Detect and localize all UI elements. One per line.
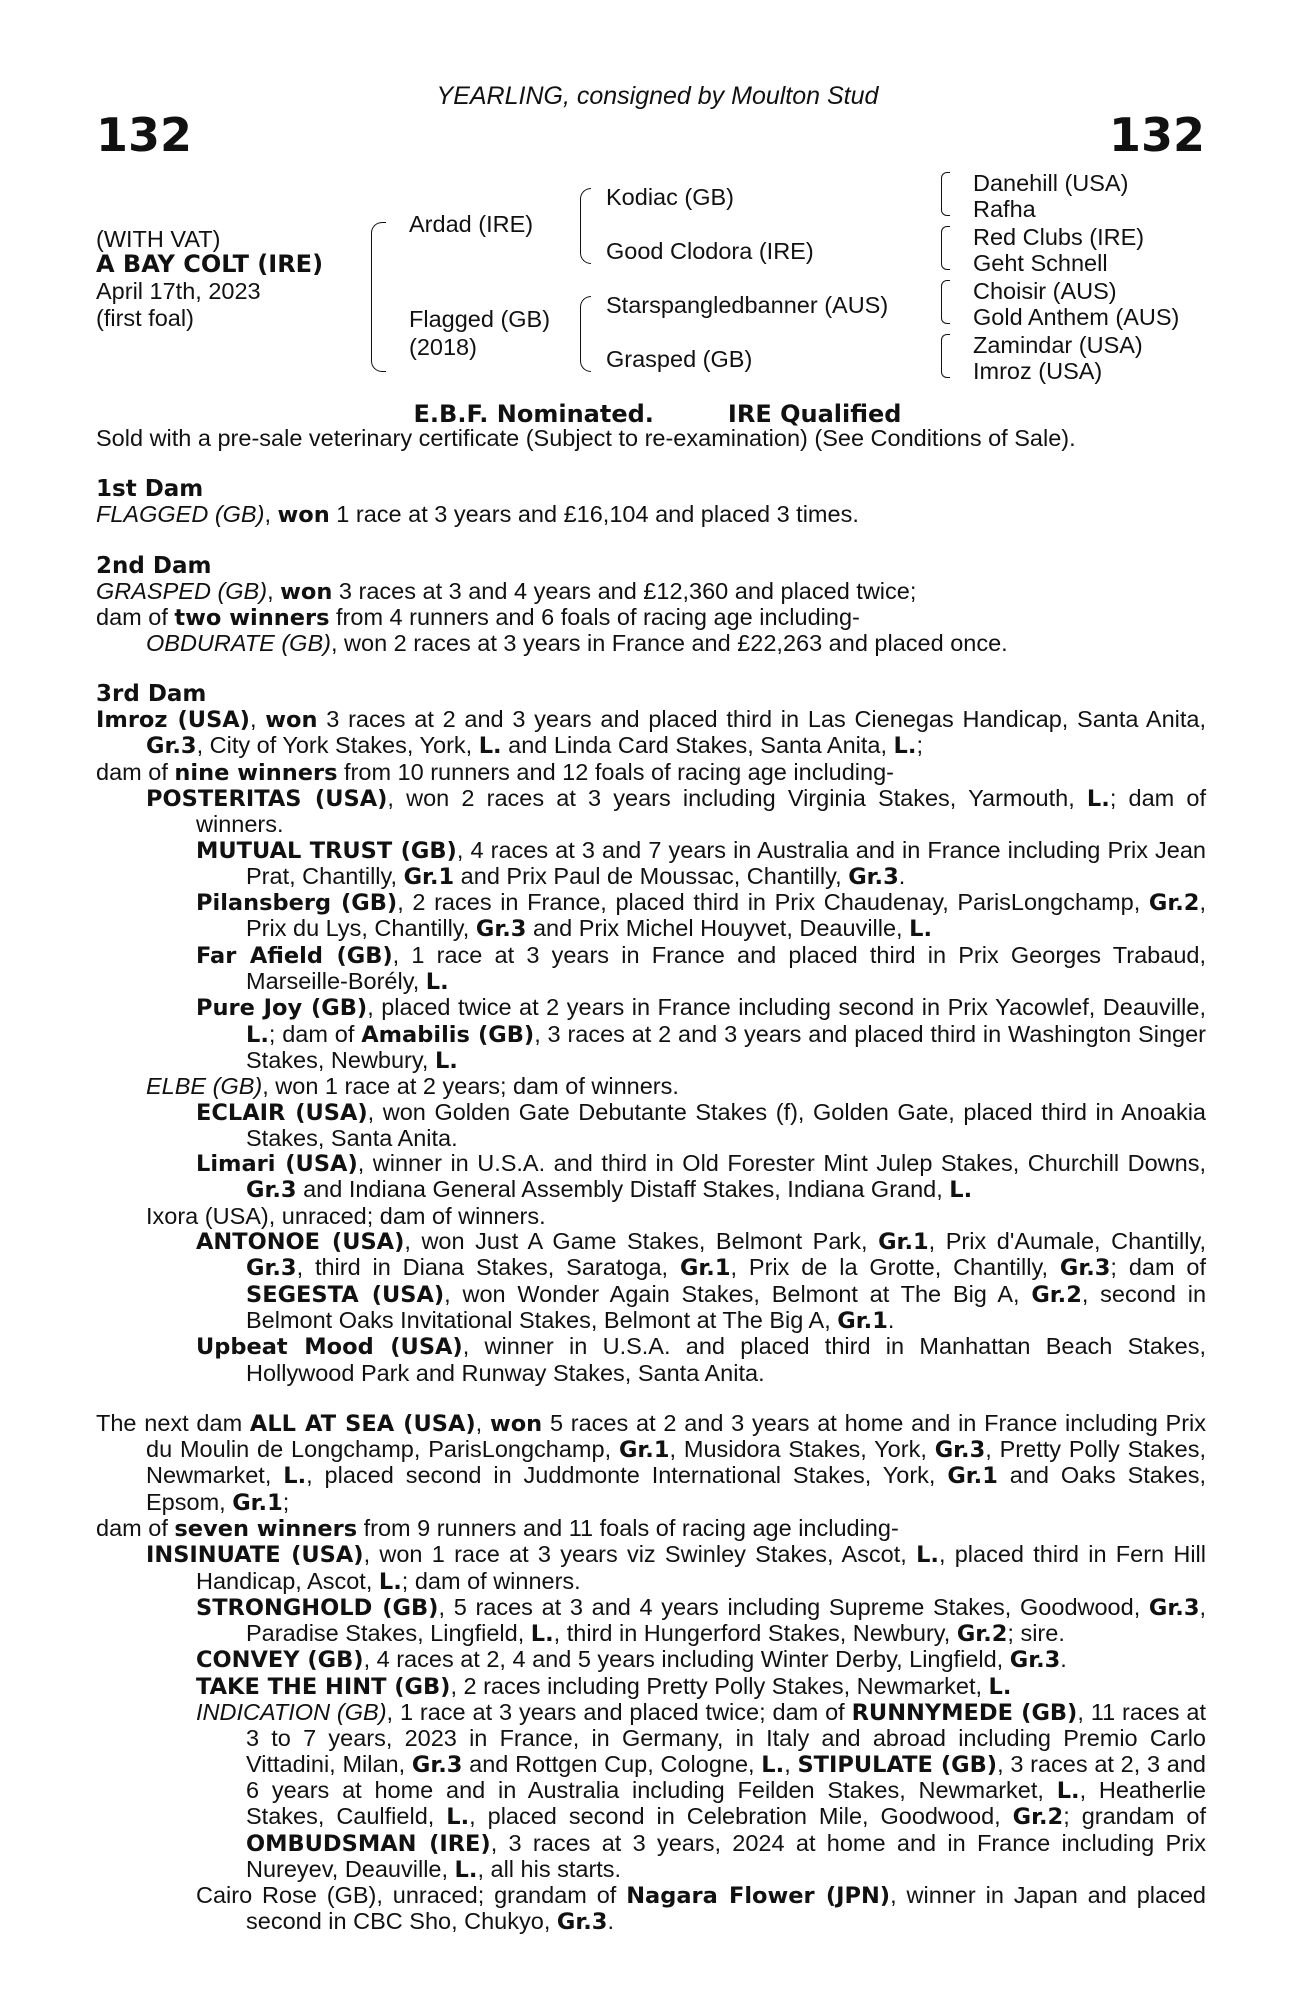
progeny-convey: CONVEY (GB), 4 races at 2, 4 and 5 years including Winter Derby, Lingfield, Gr.3. xyxy=(196,1646,1067,1674)
third-dam-heading: 3rd Dam xyxy=(96,680,207,707)
vet-certificate-note: Sold with a pre-sale veterinary certificate (Subject to re-examination) (See Conditions of Sale). xyxy=(96,425,1076,451)
ancestor-6: Gold Anthem (AUS) xyxy=(973,304,1180,330)
second-dam-heading: 2nd Dam xyxy=(96,552,212,579)
dam-year: (2018) xyxy=(409,334,477,360)
progeny-mutual-trust: MUTUAL TRUST (GB), 4 races at 3 and 7 years in Australia and in France including Prix Jean Prat, Chantilly, Gr.1 and Prix Paul de Moussac, Chantilly, Gr.3. xyxy=(196,836,1206,890)
ancestor-1: Danehill (USA) xyxy=(973,170,1129,196)
ancestor-8: Imroz (USA) xyxy=(973,358,1103,384)
sire: Ardad (IRE) xyxy=(409,211,534,237)
sire-brace xyxy=(580,188,591,264)
second-dam-produce: dam of two winners from 4 runners and 6 foals of racing age including- xyxy=(96,604,860,632)
catalogue-body xyxy=(96,477,1206,1936)
next-dam-record: The next dam ALL AT SEA (USA), won 5 races at 2 and 3 years at home and in France including Prix du Moulin de Longchamp, ParisLongchamp, Gr.1, Musidora Stakes, York, Gr.3, Pretty Polly Stakes, Newmarket, L., placed second in Juddmonte International Stakes, York, Gr.1 and Oaks Stakes, Epsom, Gr.1; xyxy=(96,1409,1207,1516)
ancestor-4: Geht Schnell xyxy=(973,250,1108,276)
progeny-eclair: ECLAIR (USA), won Golden Gate Debutante Stakes (f), Golden Gate, placed third in Anoakia Stakes, Santa Anita. xyxy=(196,1098,1206,1151)
brace-g3 xyxy=(941,280,950,324)
progeny-cairo-rose: Cairo Rose (GB), unraced; grandam of Nagara Flower (JPN), winner in Japan and placed second in CBC Sho, Chukyo, Gr.3. xyxy=(196,1882,1206,1936)
dam-sire: Starspangledbanner (AUS) xyxy=(606,292,889,318)
dam-brace xyxy=(580,296,591,372)
lot-title: A BAY COLT (IRE) xyxy=(96,250,324,278)
progeny-indication: INDICATION (GB), 1 race at 3 years and placed twice; dam of RUNNYMEDE (GB), 11 races at 3 to 7 years, 2023 in France, in Germany, in Italy and abroad including Premio Carlo Vittadini, Milan, Gr.3 and Rottgen Cup, Cologne, L., STIPULATE (GB), 3 races at 2, 3 and 6 years at home and in Australia including Feilden Stakes, Newmarket, L., Heatherlie Stakes, Caulfield, L., placed second in Celebration Mile, Goodwood, Gr.2; grandam of OMBUDSMAN (IRE), 3 races at 3 years, 2024 at home and in France including Prix Nureyev, Deauville, L., all his starts. xyxy=(196,1699,1207,1883)
vat-note: (WITH VAT) xyxy=(96,226,221,252)
progeny-far-afield: Far Afield (GB), 1 race at 3 years in France and placed third in Prix Georges Trabaud, Marseille-Borély, L. xyxy=(196,941,1206,996)
sire-dam: Good Clodora (IRE) xyxy=(606,238,814,264)
third-dam-produce: dam of nine winners from 10 runners and 12 foals of racing age including- xyxy=(96,758,894,786)
second-dam-progeny: OBDURATE (GB), won 2 races at 3 years in France and £22,263 and placed once. xyxy=(146,630,1008,657)
ancestor-2: Rafha xyxy=(973,196,1036,222)
progeny-insinuate: INSINUATE (USA), won 1 race at 3 years viz Swinley Stakes, Ascot, L., placed third in Fern Hill Handicap, Ascot, L.; dam of winners. xyxy=(146,1541,1206,1595)
ancestor-5: Choisir (AUS) xyxy=(973,278,1117,304)
progeny-antonoe: ANTONOE (USA), won Just A Game Stakes, Belmont Park, Gr.1, Prix d'Aumale, Chantilly, Gr.3, third in Diana Stakes, Saratoga, Gr.1, Prix de la Grotte, Chantilly, Gr.3; dam of SEGESTA (USA), won Wonder Again Stakes, Belmont at The Big A, Gr.2, second in Belmont Oaks Invitational Stakes, Belmont at The Big A, Gr.1. xyxy=(196,1228,1207,1334)
next-dam-produce: dam of seven winners from 9 runners and 11 foals of racing age including- xyxy=(96,1514,899,1542)
dam: Flagged (GB) xyxy=(409,306,551,332)
progeny-pilansberg: Pilansberg (GB), 2 races in France, placed third in Prix Chaudenay, ParisLongchamp, Gr.2, Prix du Lys, Chantilly, Gr.3 and Prix Michel Houyvet, Deauville, L. xyxy=(196,889,1206,943)
brace-g2 xyxy=(941,226,950,270)
consignment-line: YEARLING, consigned by Moulton Stud xyxy=(436,82,879,110)
sire-sire: Kodiac (GB) xyxy=(606,184,734,210)
progeny-limari: Limari (USA), winner in U.S.A. and third in Old Forester Mint Julep Stakes, Churchill Downs, Gr.3 and Indiana General Assembly Distaff Stakes, Indiana Grand, L. xyxy=(196,1150,1206,1204)
ire-qualified: IRE Qualified xyxy=(727,400,902,428)
ebf-nominated: E.B.F. Nominated. xyxy=(413,400,654,428)
progeny-pure-joy: Pure Joy (GB), placed twice at 2 years in France including second in Prix Yacowlef, Deauville, L.; dam of Amabilis (GB), 3 races at 2 and 3 years and placed third in Washington Singer Stakes, Newbury, L. xyxy=(196,994,1206,1074)
lot-number-left: 132 xyxy=(96,108,193,162)
dam-dam: Grasped (GB) xyxy=(606,346,753,372)
progeny-ixora: Ixora (USA), unraced; dam of winners. xyxy=(146,1202,546,1229)
first-foal-note: (first foal) xyxy=(96,305,194,331)
qualifications-line xyxy=(0,400,1315,428)
progeny-take-the-hint: TAKE THE HINT (GB), 2 races including Pretty Polly Stakes, Newmarket, L. xyxy=(196,1672,1012,1700)
ancestor-7: Zamindar (USA) xyxy=(973,332,1143,358)
first-dam-heading: 1st Dam xyxy=(96,476,204,502)
foaling-date: April 17th, 2023 xyxy=(96,278,261,304)
first-dam-record: FLAGGED (GB), won 1 race at 3 years and £16,104 and placed 3 times. xyxy=(96,501,859,529)
progeny-upbeat-mood: Upbeat Mood (USA), winner in U.S.A. and placed third in Manhattan Beach Stakes, Hollywood Park and Runway Stakes, Santa Anita. xyxy=(196,1333,1206,1386)
third-dam-record: Imroz (USA), won 3 races at 2 and 3 years and placed third in Las Cienegas Handicap, Santa Anita, Gr.3, City of York Stakes, York, L. and Linda Card Stakes, Santa Anita, L.; xyxy=(96,706,1206,760)
second-dam-record: GRASPED (GB), won 3 races at 3 and 4 years and £12,360 and placed twice; xyxy=(96,577,917,605)
brace-g4 xyxy=(941,334,950,378)
ancestor-3: Red Clubs (IRE) xyxy=(973,224,1145,250)
lot-number-right: 132 xyxy=(1108,108,1205,162)
progeny-elbe: ELBE (GB), won 1 race at 2 years; dam of winners. xyxy=(146,1073,679,1100)
progeny-stronghold: STRONGHOLD (GB), 5 races at 3 and 4 years including Supreme Stakes, Goodwood, Gr.3, Paradise Stakes, Lingfield, L., third in Hungerford Stakes, Newbury, Gr.2; sire. xyxy=(196,1593,1207,1648)
sire-dam-brace xyxy=(371,222,386,372)
brace-g1 xyxy=(941,172,950,216)
progeny-posteritas: POSTERITAS (USA), won 2 races at 3 years including Virginia Stakes, Yarmouth, L.; dam of winners. xyxy=(146,784,1206,838)
